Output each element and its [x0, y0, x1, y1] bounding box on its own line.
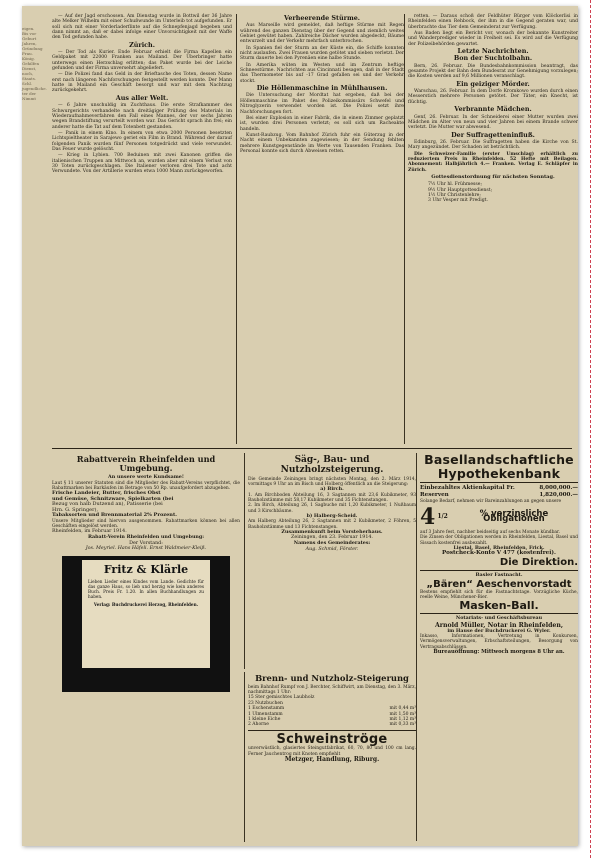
article-innocent: — 6 Jahre unschuldig im Zuchthaus. Die erste Strafkammer des Schwurgerichts verhandelte nach dreitägiger Prüfung des Materials im Wiederaufnahmeverfahren den Fall eines Mannes, der vor sechs Jahren wegen Brandstiftung verurteilt worden war. Das Gericht sprach ihn frei; ein anderer hatte die Tat auf dem Totenbett gestanden. [52, 103, 232, 130]
ad-brenn-item-label: 1 kleine Eiche [248, 717, 281, 723]
service-item: 7½ Uhr hl. Frühmesse; [428, 182, 483, 188]
article-spain: In Spanien fiel der Sturm an der Küste ein, die Schiffe konnten nicht auslaufen. Zwei Frauen wurden getötet und sieben verletzt. Der Sturm dauerte bei den Pyrenäen eine halbe Stunde. [240, 45, 404, 62]
ad-saeg-intro: Die Gemeinde Zeiningen bringt nächsten Montag, den 2. März 1914, vormittags 9 Uhr an im Bisch und Holberg öffentlich an die Steigerung: [248, 477, 416, 488]
ad-brenn-item-label: 1 Eschenstamm [248, 706, 285, 712]
ad-fritz-klaerle [62, 556, 230, 692]
ad-bank-title: Basellandschaftliche Hypothekenbank [424, 452, 574, 481]
article-america: In Amerika wüten im Westen und im Zentrum heftige Schneestürme. Nachrichten aus Cincinnati besagen, daß in der Stadt das Thermometer bis auf -17 Grad gefallen sei und der Verkehr stockt. [240, 62, 404, 84]
ad-rabattverein-items-1: Frische Landeier, Butter, frisches Obst [52, 490, 161, 496]
heading-bomb: Die Höllenmaschine in Mühlhausen. [256, 84, 388, 93]
ad-bank-note: Die Zinsen der Obligationen werden in Rheinfelden, Liestal, Basel und Sissach kostenfrei ausbezahlt. [420, 535, 578, 546]
ad-brenn-divider [248, 730, 416, 731]
ad-bank-rate-text: % verzinsliche Obligationen [479, 508, 549, 525]
ad-brenn-item-value: mit 0,33 m³ [389, 722, 416, 728]
ad-maskenball: Masken-Ball. [459, 599, 539, 612]
ad-saeg-p1: 1. Am Birchboden Abteilung 16, 3 Sagtannen mit 23,6 Kubikmeter, 93 Bauholzstämme mit 58,17 Kubikmeter und 35 Fichtenstangen. [248, 493, 416, 504]
ad-brenn-steigerung [244, 672, 416, 842]
article-courier: — Der Tod als Kurier. Ende Februar erhielt die Firma Kapellen ein Geldpaket mit 22000 Franken aus Mailand. Der Überbringer hatte unterwegs einen Herzschlag erlitten; das Paket wurde bei der Leiche gefunden und der Firma unversehrt abgeliefert. [52, 50, 232, 72]
ad-bank-reserve-label: Reserven [420, 492, 449, 498]
heading-latest-news: Letzte Nachrichten. [457, 47, 529, 56]
ad-rabattverein-note: Unsere Mitglieder sind hiervon ausgenommen. Rabattmarken können bei allen Geschäften eingelöst werden. [52, 518, 240, 530]
ad-fritz-klaerle-title: Fritz & Klärle [103, 562, 189, 576]
article-courier-cont: — Die Polizei fand das Geld in der Brieftasche des Toten, dessen Name erst nach längeren Nachforschungen festgestellt werden konnte. Der Mann hatte in Mailand ein Geschäft besorgt und war mit dem Nachtzug zurückgekehrt. [52, 72, 232, 94]
article-storms: Aus Marseille wird gemeldet, daß heftige Stürme mit Regen während des ganzen Dienstag über der Gegend und ziemlich weites Gebiet gewütet haben. Zahlreiche Dächer wurden abgedeckt, Bäume entwurzelt und der Verkehr mehrfach unterbrochen. [240, 23, 404, 45]
ad-bank-reserve-value: 1,820,000.— [539, 492, 578, 498]
ad-saeg-signoff: Namens des Gemeinderates: [293, 540, 371, 546]
ad-rabattverein-names: Jos. Meyriel. Hans Häfeli. Ernst Waldmeier-Kleiß. [85, 546, 207, 552]
ad-rabattverein-date: Rheinfelden, im Februar 1914. [52, 529, 127, 535]
ad-bank-rate-fraction: 1/2 [437, 513, 448, 521]
ad-notar-address: im Hause der Buchdruckerei G. Wyler. [447, 627, 551, 634]
article-baden: Aus Baden liegt ein Bericht vor, wonach der bekannte Kunstreiter und Wanderprediger wieder in Freiheit sei. Es wird auf die Verfügung der Polizeibehörden gewartet. [408, 31, 578, 47]
service-item: 9½ Uhr Hauptgottesdienst; [428, 187, 493, 193]
article-cinema: — Panik in einem Kino. In einem von etwa 2000 Personen besetzten Lichtspieltheater in Sarajewo geriet ein Film in Brand. Während der darauf folgenden Panik wurden fünf Personen totgedrückt und viele verwundet. Das Feuer wurde gelöscht. [52, 130, 232, 152]
ad-saeg-h1: a) Birch. [320, 486, 344, 493]
heading-burned-girls: Verbrannte Mädchen. [454, 105, 532, 114]
article-murderer: Warschau, 26. Februar. In dem Dorfe Kromkowo wurden durch einen Messerstich mehrere Personen getötet. Der Täter, ein Knecht, ist flüchtig. [408, 89, 578, 105]
ad-rabattverein-board: Der Vorstand: [129, 540, 163, 546]
article-art-theft: Kunst-Raubzug. Vom Bahnhof Zürich fuhr ein Güterzug in der Nacht einem Unbekannten zugewiesen; in der Sendung fehlten mehrere Kunstgegenstände im Werte von Tausenden Franken. Das Personal konnte sich durch Abweisen retten. [240, 132, 404, 154]
ad-rabattverein-subtitle: An unsere werte Kundsame! [108, 474, 184, 480]
ad-saeg-place: Zusammenkunft beim Vorsteherhaus. [281, 528, 383, 535]
article-railway: Bern, 26. Februar. Die Bundesbahnkommission beantragt, das gesamte Projekt der Bahn dem Bundesrat zur Genehmigung vorzulegen; die Kosten werden auf 9,6 Millionen veranschlagt. [408, 63, 578, 80]
ad-bank-rate-number: 4 [420, 504, 436, 531]
heading-suffragettes: Der Suffragetteninfluß. [451, 130, 535, 139]
ad-rabattverein-items-2: und Gemüse, Schnitzware, Spielkarten (bei [52, 495, 174, 502]
heading-services: Gottesdienstordnung für nächsten Sonntag. [431, 173, 555, 180]
ad-fastnacht-heading: Basler Fastnacht. [475, 572, 523, 578]
ad-brenn-items [248, 695, 416, 727]
ad-bank-rate [420, 504, 578, 531]
page-edge-guide [590, 0, 591, 858]
news-column-2 [236, 14, 404, 444]
ad-schweinstroege-text: unverwüstlich, glasiertes Steingutfabrikat, 60, 70, 80 und 100 cm lang. Ferner Jauchentrog mit Knoten empfiehlt [248, 746, 416, 757]
ad-brenn-item [248, 722, 416, 727]
ad-bank-offer: Solange Bedarf, nehmen wir Bareinzahlungen an gegen unsere [420, 499, 562, 504]
ad-baeren-title: „Bären“ Aeschenvorstadt [426, 578, 572, 590]
ad-notar-heading: Notariats- und Geschäftsbureau [455, 615, 543, 621]
ad-brenn-item-value: mit 1,50 m³ [389, 711, 416, 717]
ad-bank-divider [420, 482, 578, 483]
ad-saeg-date: Zeiningen, den 23. Februar 1914. [291, 535, 373, 541]
ad-notar-text: Inkasso, Informationen, Vertretung in Konkursen, Vermögensverwaltungen, Erbschaftsteilungen, Besorgung von Vertragsabschlüssen. [420, 634, 578, 650]
ad-fritz-klaerle-panel [82, 560, 210, 668]
ad-rabattverein-items-5: Tabaksorten und Brennmaterial 2% Prozent. [52, 512, 177, 519]
heading-murderer: Ein geiziger Mörder. [456, 79, 530, 88]
ad-saeg-steigerung [244, 453, 416, 669]
ad-fritz-klaerle-text: Lieben Lieder eines Kindes vom Lande. Gedichte für das ganze Haus, so lieb und herzig wie kein anderes Buch. Preis Fr. 1.20. In allen Buchhandlungen zu haben. [88, 578, 204, 599]
article-explosion: Bei einer Explosion in einer Fabrik, die in einem Zimmer geplatzt ist, wurden drei Personen verletzt; es soll sich um Racheakte handeln. [240, 115, 404, 132]
section-divider [52, 448, 572, 449]
ad-rabattverein-intro: Laut § 11 unserer Statuten sind die Mitglieder des Rabatt-Vereins verpflichtet, die Rabattmarken bei Barkäufen im Betrage von 50 Rp. unaufgefordert abzugeben. [52, 480, 240, 491]
ad-notar-name: Arnold Müller, Notar in Rheinfelden, [435, 621, 563, 629]
ad-rabattverein-items-4: Hrn. G. Springer), [52, 506, 99, 513]
service-item: 3 Uhr Vesper mit Predigt. [428, 198, 488, 204]
article-libya: — Krieg in Lybien. 700 Beduinen mit zwei Kanonen griffen die italienischen Truppen am Mittwoch an, wurden aber mit einem Verlust von 30 Toten zurückgeschlagen. Die Italiener verloren drei Tote und acht Verwundete. Von der Artillerie wurden etwa 1000 Mann zurückgeworfen. [52, 153, 232, 175]
service-list [408, 182, 578, 203]
ad-brenn-item-label: 2 Ahorne [248, 722, 269, 728]
ad-bank-divider-3 [420, 613, 578, 614]
newspaper-page [22, 6, 578, 846]
ad-schweinstroege-title: Schweinströge [276, 731, 388, 747]
article-hunting: — Auf der Jagd erschossen. Am Dienstag wurde in Bottwil der 36 Jahre alte Melker Wilhelm mit einer Schußwunde im Unterleib tot aufgefunden. Er soll sich mit einer Vorderladerflinte auf die Schnepfenjagd begeben und dann nimmt an, daß er dabei infolge einer Unvorsichtigkeit mit der Waffe den Tod gefunden habe. [52, 14, 232, 41]
heading-foreign: Aus aller Welt. [115, 93, 169, 102]
heading-zuerich: Zürich. [129, 40, 155, 49]
article-suffragettes: Edinburg, 26. Februar. Die Suffragetten haben die Kirche von St. Mary angezündet. Der Schaden ist beträchtlich. [408, 139, 578, 151]
ad-baeren-text: Bestens empfiehlt sich für die Fastnachtstage. Vorzügliche Küche, reelle Weine, Münchener-Bier. [420, 589, 578, 600]
ad-saeg-p3: Am Halberg Abteilung 26, 2 Sagtannen mit 2 Kubikmeter, 2 Föhren, 5 Bauholzstämme und 13 Fichtenstangen. [248, 519, 416, 530]
news-column-3 [404, 14, 578, 444]
ad-brenn-item-label: 15 Ster gemischtes Laubholz [248, 695, 315, 701]
ad-bank-reserves [420, 492, 578, 499]
article-deer: retten. — Daraus schoß der Feldhüter Bürger vom Klöckerlisi in Rheinfelden einen Rehbock, der ihm in die Gegend geraten war, und überbrachte das Tier dem Gemeinderat zur Verfügung. [408, 14, 578, 30]
ad-fritz-klaerle-publisher: Verlag: Buchdruckerei Herzog, Rheinfelden. [93, 601, 199, 607]
ad-rabattverein-items-3: Bezug von halb Dutzend an), Patisserie (bei [52, 501, 163, 508]
ad-brenn-item-value: mit 0,44 m³ [389, 706, 416, 712]
ad-bank-direction: Die Direktion. [499, 557, 578, 568]
ad-rabattverein [52, 453, 240, 841]
news-column-1 [52, 14, 232, 444]
ad-rabattverein-signoff: Rabatt-Verein Rheinfelden und Umgebung: [87, 533, 205, 540]
ad-bank-capital-label: Einbezahltes Aktienkapital Fr. [420, 485, 515, 491]
ad-saeg-names: Aug. Schmid, Förster. [305, 546, 359, 552]
article-bomb: Die Untersuchung der Mordtat hat ergeben, daß bei der Höllenmaschine im Paket des Polizeikommissärs Schwefel und Nitroglyzerin verwendet worden ist. Die Polizei setzt ihre Nachforschungen fort. [240, 93, 404, 115]
heading-railway: Bon der Suchtolbahn. [453, 54, 533, 63]
ad-saeg-title: Säg-, Bau- und Nutzholzsteigerung. [280, 455, 384, 475]
heading-storms: Verheerende Stürme. [283, 14, 361, 22]
ad-brenn-title: Brenn- und Nutzholz-Steigerung [255, 673, 409, 683]
ad-bank-capital [420, 485, 578, 492]
ad-rabattverein-title: Rabattverein Rheinfelden und Umgebung. [76, 454, 216, 473]
ad-hypothekenbank [416, 453, 578, 841]
ad-brenn-item-label: 23 Nutzbuchen [248, 700, 283, 706]
ad-saeg-p2: 2. Im Birch, Abteilung 26, 1 Sagbuche mit 1,20 Kubikmeter, 1 Nußbaum und 3 Kirschbäume. [248, 503, 416, 514]
ad-schweinstroege-firm: Metzger, Handlung, Riburg. [284, 755, 380, 763]
ad-notar-office-hours: Bureauöffnung: Mittwoch morgens 8 Uhr an. [433, 648, 565, 655]
article-burned-girls: Genf, 26. Februar. In der Schneiderei einer Mutter wurden zwei Mädchen im Alter von neun und vier Jahren bei einem Brande schwer verletzt. Die Mutter war abwesend. [408, 114, 578, 131]
service-item: 1½ Uhr Christenlehre; [428, 192, 481, 198]
ad-brenn-intro: beim Bahnhof Rumpf von J. Berchter, Schiffwirt, am Dienstag, den 3. März, nachmittags 1 Uhr: [248, 685, 416, 696]
ad-bank-divider-2 [420, 570, 578, 571]
ad-bank-sites: Liestal, Basel, Rheinfelden, Frick. [453, 544, 545, 551]
ad-brenn-item-value: mit 1,12 m³ [389, 717, 416, 723]
ad-saeg-h2: b) Halberg-Scheid. [306, 512, 358, 519]
ad-bank-terms: auf 3 Jahre fest, nachher beidseitig auf sechs Monate kündbar. [420, 530, 561, 536]
ad-bank-postcheck: Postcheck-Konto V 477 (kostenfrei). [442, 550, 556, 557]
notice-schweizer-familie: Die Schweizer-Familie (erster Umschlag) erhältlich zu reduziertem Preis in Rheinfelden. 52 Hefte mit Beilagen. Abonnement: Halbjährlich 4.— Franken. Verlag E. Schläpfer in Zürich. [408, 151, 578, 173]
ad-brenn-item-label: 1 Ulmenstamm [248, 711, 283, 717]
ad-bank-capital-value: 8,000,000.— [539, 485, 578, 491]
left-margin-fragments: eigen. Bis vor Geburt Jahren, Gründung Frau. König. Gehilfen Dienst, noch, Staats. Schl. jugendliche. ter der Nimmt [22, 26, 47, 101]
